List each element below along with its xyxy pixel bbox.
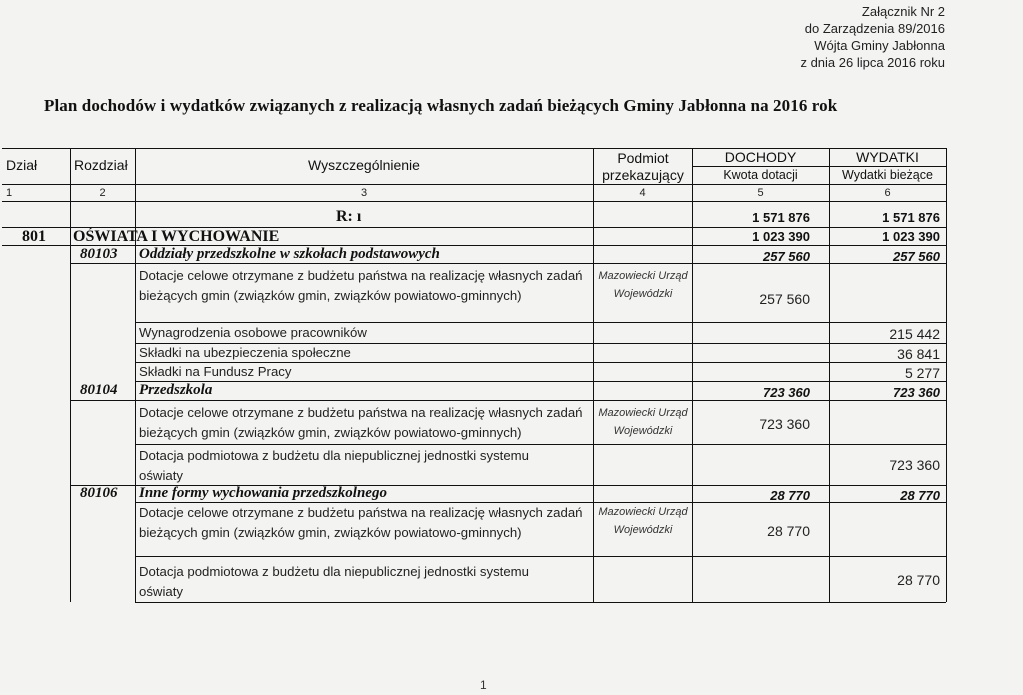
section-dzial: 801: [22, 228, 46, 245]
institution-80104: Mazowiecki Urząd Wojewódzki: [598, 407, 688, 437]
podmiotowa-value-80106: 28 770: [897, 572, 940, 588]
colnum-3: 3: [360, 187, 368, 199]
colnum-2: 2: [99, 187, 106, 199]
section-dochody: 1 023 390: [752, 229, 810, 244]
colnum-1: 1: [6, 187, 13, 199]
item-value-skladki-ubezpieczenia: 36 841: [897, 346, 940, 362]
chapter-name-80106: Inne formy wychowania przedszkolnego: [139, 485, 387, 501]
annex-number: Załącznik Nr 2: [861, 4, 945, 19]
colnum-rule: [2, 201, 946, 202]
chapter-dochody-80104: 723 360: [763, 385, 810, 400]
podmiotowa-value-80104: 723 360: [889, 457, 940, 473]
dotacja-value-80103: 257 560: [759, 291, 810, 307]
header-rozdzial: Rozdział: [74, 157, 128, 173]
colnum-4: 4: [639, 187, 646, 199]
header-dochody: DOCHODY: [724, 149, 797, 165]
dotacja-text-80103: Dotacje celowe otrzymane z budżetu państwa na realizację własnych zadań bieżących gmin (związków gmin, związków powiatowo-gminnych): [139, 268, 583, 303]
summary-wydatki: 1 571 876: [882, 210, 940, 225]
col-divider-3: [593, 148, 594, 602]
chapter-name-80103: Oddziały przedszkolne w szkołach podstawowych: [139, 246, 440, 262]
dotacja-rule-3: [135, 556, 946, 557]
chapter-code-80106: 80106: [80, 485, 118, 501]
annex-order: do Zarządzenia 89/2016: [804, 21, 945, 36]
chapter-dochody-80103: 257 560: [763, 249, 810, 264]
colnum-5: 5: [757, 187, 764, 199]
summary-label: R: ı: [336, 208, 362, 225]
item-label-skladki-ubezpieczenia: Składki na ubezpieczenia społeczne: [139, 345, 351, 360]
dotacja-rule-2: [135, 444, 946, 445]
dotacja-text-80104: Dotacje celowe otrzymane z budżetu państwa na realizację własnych zadań bieżących gmin (związków gmin, związków powiatowo-gminnych): [139, 405, 583, 440]
institution-80103: Mazowiecki Urząd Wojewódzki: [598, 270, 688, 300]
header-wydatki-biezace: Wydatki bieżące: [842, 168, 933, 182]
item-label-wynagrodzenia: Wynagrodzenia osobowe pracowników: [139, 325, 367, 340]
dotacja-value-80104: 723 360: [759, 416, 810, 432]
header-sub-rule: [692, 166, 946, 167]
header-kwota-dotacji: Kwota dotacji: [723, 168, 798, 182]
table-bottom-rule: [135, 602, 946, 603]
chapter-code-80104: 80104: [80, 382, 118, 398]
chapter-code-80103: 80103: [80, 246, 118, 262]
document-title: Plan dochodów i wydatków związanych z realizacją własnych zadań bieżących Gminy Jabłonna na 2016 rok: [44, 96, 838, 115]
colnum-6: 6: [884, 187, 891, 199]
annex-date: z dnia 26 lipca 2016 roku: [800, 55, 945, 70]
header-bottom-rule: [2, 184, 946, 185]
item-label-fundusz-pracy: Składki na Fundusz Pracy: [139, 364, 292, 379]
header-podmiot: Podmiot przekazujący: [602, 150, 684, 183]
chapter-name-80104: Przedszkola: [139, 382, 213, 398]
annex-authority: Wójta Gminy Jabłonna: [814, 38, 945, 53]
institution-80106: Mazowiecki Urząd Wojewódzki: [598, 506, 688, 536]
page-number: 1: [480, 678, 487, 692]
section-name: OŚWIATA I WYCHOWANIE: [73, 228, 280, 245]
chapter-wydatki-80103: 257 560: [893, 249, 940, 264]
item-value-fundusz-pracy: 5 277: [904, 365, 940, 381]
col-divider-1: [70, 148, 71, 602]
summary-dochody: 1 571 876: [752, 210, 810, 225]
dotacja-value-80106: 28 770: [767, 523, 810, 539]
chapter-wydatki-80106: 28 770: [900, 488, 940, 503]
item-value-wynagrodzenia: 215 442: [889, 326, 940, 342]
annex-annotation: [645, 3, 945, 71]
chapter-dochody-80106: 28 770: [770, 488, 810, 503]
chapter-rule-2: [70, 400, 946, 401]
dotacja-text-80106: Dotacje celowe otrzymane z budżetu państwa na realizację własnych zadań bieżących gmin (związków gmin, związków powiatowo-gminnych): [139, 505, 583, 540]
podmiotowa-text-80106: Dotacja podmiotowa z budżetu dla niepublicznej jednostki systemu oświaty: [139, 564, 529, 599]
col-divider-6: [946, 148, 947, 602]
header-wydatki: WYDATKI: [856, 149, 919, 165]
header-wyszczegolnienie: Wyszczególnienie: [308, 157, 420, 173]
col-divider-2: [135, 148, 136, 602]
chapter-wydatki-80104: 723 360: [893, 385, 940, 400]
section-wydatki: 1 023 390: [882, 229, 940, 244]
podmiotowa-text-80104: Dotacja podmiotowa z budżetu dla niepublicznej jednostki systemu oświaty: [139, 448, 529, 483]
header-dzial: Dział: [6, 157, 38, 173]
chapter-rule-1: [70, 263, 946, 264]
